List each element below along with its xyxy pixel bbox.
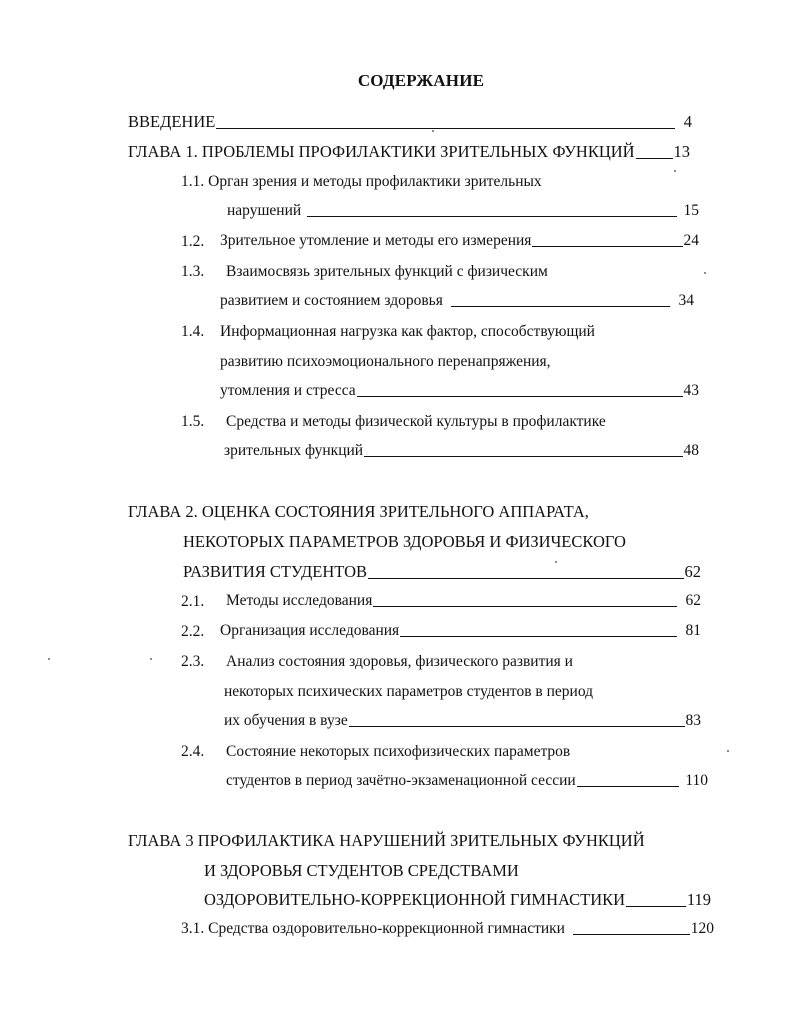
leader-line [349,726,685,727]
entry-label: нарушений [227,202,302,219]
leader-line [573,934,690,935]
section-number: 2.2. [181,623,205,640]
toc-entry-1-5 [224,442,699,464]
leader-line [532,246,682,247]
toc-entry-1-5-line1: Средства и методы физической культуры в профилактике [226,413,606,430]
toc-entry-1-1-line1: 1.1. Орган зрения и методы профилактики зрительных [181,173,542,190]
page-number: 120 [690,920,714,937]
scan-speck [48,658,50,660]
toc-entry-1-3 [220,292,694,314]
toc-entry-1-4 [220,382,699,404]
toc-entry-2-4-line1: Состояние некоторых психофизических параметров [226,743,571,760]
entry-label: зрительных функций [224,442,364,459]
scan-speck [674,170,676,172]
page-number: 62 [685,592,701,609]
leader-line [626,906,686,907]
leader-line [368,578,683,579]
entry-label: развитием и состоянием здоровья [220,292,443,309]
toc-entry-chapter-3-line1: ГЛАВА 3 ПРОФИЛАКТИКА НАРУШЕНИЙ ЗРИТЕЛЬНЫХ ФУНКЦИЙ [128,831,645,850]
toc-entry-chapter-2 [183,562,701,584]
section-number: 1.2. [181,233,205,250]
toc-entry-2-3-line1: Анализ состояния здоровья, физического развития и [226,653,573,670]
leader-line [577,786,680,787]
toc-entry-chapter-3 [204,890,711,912]
leader-line [400,636,676,637]
toc-entry-chapter-3-line2: И ЗДОРОВЬЯ СТУДЕНТОВ СРЕДСТВАМИ [204,861,519,880]
scan-speck [150,658,152,660]
section-number: 1.4. [181,323,205,340]
toc-entry-1-1 [227,202,699,224]
toc-entry-2-1 [226,592,701,614]
entry-label: Организация исследования [220,622,400,639]
toc-entry-1-3-line1: Взаимосвязь зрительных функций с физическим [226,263,548,280]
toc-entry-intro [128,112,692,134]
toc-entry-3-1 [181,920,714,942]
page-number: 83 [685,712,701,729]
toc-title: СОДЕРЖАНИЕ [357,71,485,90]
section-number: 2.3. [181,653,205,670]
section-number: 2.4. [181,743,205,760]
section-number: 1.5. [181,413,205,430]
toc-entry-1-4-line2: развитию психоэмоционального перенапряжения, [220,353,551,370]
page-number: 24 [683,232,699,249]
entry-label: РАЗВИТИЯ СТУДЕНТОВ [183,562,368,581]
leader-line [373,606,676,607]
toc-entry-chapter-2-line2: НЕКОТОРЫХ ПАРАМЕТРОВ ЗДОРОВЬЯ И ФИЗИЧЕСКОГО [183,532,626,551]
page-number: 48 [683,442,699,459]
leader-line [364,456,682,457]
leader-line [636,158,673,159]
page-number: 4 [683,112,692,131]
toc-entry-2-4 [226,772,708,794]
toc-entry-1-2 [220,232,699,254]
entry-label: ОЗДОРОВИТЕЛЬНО-КОРРЕКЦИОННОЙ ГИМНАСТИКИ [204,890,626,909]
toc-entry-1-4-line1: Информационная нагрузка как фактор, способствующий [220,323,595,340]
section-number: 2.1. [181,593,205,610]
toc-entry-2-3 [224,712,701,734]
entry-label: ГЛАВА 1. ПРОБЛЕМЫ ПРОФИЛАКТИКИ ЗРИТЕЛЬНЫХ ФУНКЦИЙ [128,142,635,161]
page-number: 13 [673,142,690,161]
entry-label: студентов в период зачётно-экзаменационной сессии [226,772,576,789]
page-number: 15 [683,202,699,219]
leader-line [357,396,683,397]
entry-label: Зрительное утомление и методы его измерения [220,232,532,249]
scan-speck [727,750,729,752]
section-number: 1.3. [181,263,205,280]
entry-label: Методы исследования [226,592,373,609]
toc-entry-2-3-line2: некоторых психических параметров студентов в период [224,683,594,700]
scan-speck [704,272,706,274]
page-number: 43 [683,382,699,399]
page-number: 110 [685,772,708,789]
scan-speck [555,561,557,563]
page-number: 34 [678,292,694,309]
page-number: 81 [685,622,701,639]
entry-label: их обучения в вузе [224,712,348,729]
toc-entry-chapter-2-line1: ГЛАВА 2. ОЦЕНКА СОСТОЯНИЯ ЗРИТЕЛЬНОГО АППАРАТА, [128,502,589,521]
entry-label: 3.1. Средства оздоровительно-коррекционной гимнастики [181,920,565,937]
page-number: 62 [684,562,701,581]
page-number: 119 [686,890,711,909]
leader-line [216,128,674,129]
entry-label: утомления и стресса [220,382,356,399]
toc-entry-chapter-1 [128,142,690,164]
leader-line [307,216,676,217]
leader-line [451,306,670,307]
toc-entry-2-2 [220,622,701,644]
scan-speck [432,130,434,132]
entry-label: ВВЕДЕНИЕ [128,112,216,131]
